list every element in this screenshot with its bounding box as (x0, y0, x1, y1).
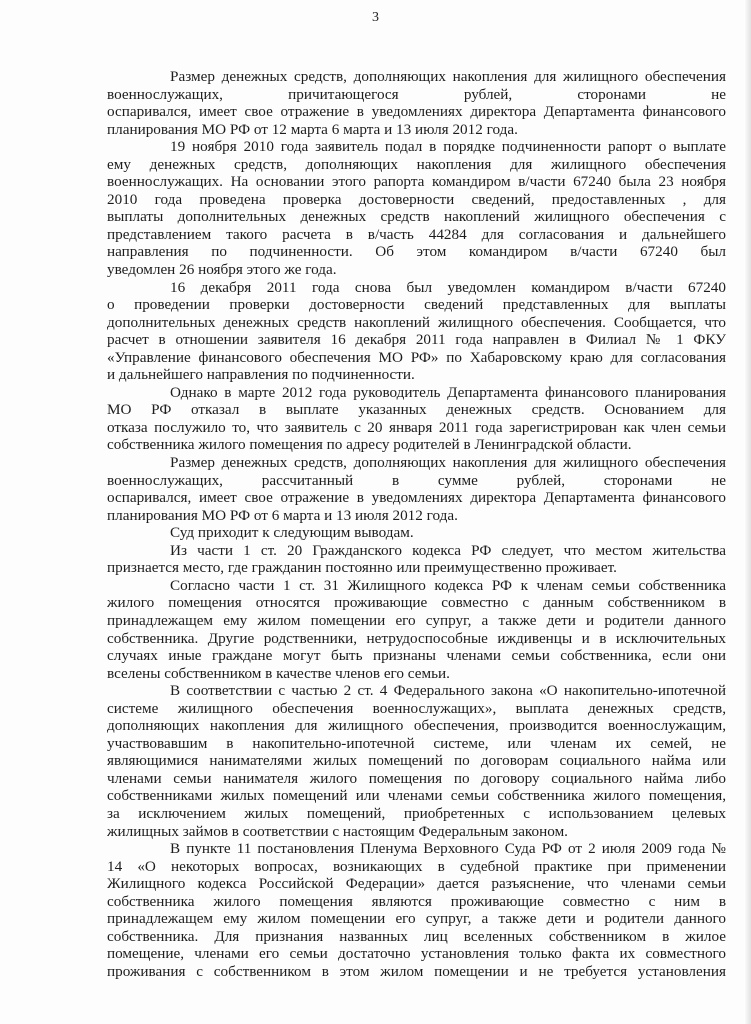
text-line: военнослужащих. На основании этого рапорта командиром в/части 67240 была 23 ноября (107, 173, 726, 191)
text-line: Жилищного кодекса Российской Федерации» дается разъяснение, что членами семьи (107, 875, 726, 893)
text-line: «Управление финансового обеспечения МО РФ» по Хабаровскому краю для согласования (107, 348, 726, 366)
text-line: собственника. Другие родственники, нетрудоспособные иждивенцы и в исключительных (107, 629, 726, 647)
paragraph (107, 68, 726, 138)
text-line: выплаты дополнительных денежных средств накоплений жилищного обеспечения с (107, 208, 726, 226)
text-line: собственника жилого помещения по адресу родителей в Ленинградской области. (107, 436, 632, 454)
paragraph (107, 577, 726, 682)
text-line: и дальнейшего направления по подчиненности. (107, 366, 415, 384)
text-line: МО РФ отказал в выплате указанных денежных средств. Основанием для (107, 401, 726, 419)
text-line: отказа послужило то, что заявитель с 20 января 2011 года зарегистрирован как член семьи (107, 418, 726, 436)
paragraph (107, 524, 726, 542)
text-line: членами семьи нанимателя жилого помещения по договору социального найма либо (107, 769, 726, 787)
text-line: вселены собственником в качестве членов его семьи. (107, 664, 450, 682)
text-line: направления по подчиненности. Об этом командиром в/части 67240 был (107, 243, 726, 261)
text-line: дополняющих накопления для жилищного обеспечения, производится военнослужащим, (107, 717, 726, 735)
text-line: В соответствии с частью 2 ст. 4 Федерального закона «О накопительно-ипотечной (170, 682, 726, 700)
text-line: собственника жилого помещения являются проживающие совместно с ним в (107, 892, 726, 910)
text-line: 16 декабря 2011 года снова был уведомлен командиром в/части 67240 (170, 278, 726, 296)
text-line: о проведении проверки достоверности сведений представленных для выплаты (107, 296, 726, 314)
paragraph (107, 542, 726, 577)
text-line: планирования МО РФ от 12 марта 6 марта и 13 июля 2012 года. (107, 120, 518, 138)
text-line: уведомлен 26 ноября этого же года. (107, 261, 337, 279)
text-line: планирования МО РФ от 6 марта и 13 июля 2012 года. (107, 506, 458, 524)
text-line: жилого помещения относятся проживающие совместно с данным собственником в (107, 594, 726, 612)
text-line: оспаривался, имеет свое отражение в уведомлениях директора Департамента финансового (107, 489, 726, 507)
text-line: случаях иные граждане могут быть признаны членами семьи собственника, если они (107, 647, 726, 665)
text-line: Размер денежных средств, дополняющих накопления для жилищного обеспечения (170, 68, 726, 85)
text-line: системе жилищного обеспечения военнослужащих», выплата денежных средств, (107, 699, 726, 717)
text-line: Однако в марте 2012 года руководитель Департамента финансового планирования (170, 383, 726, 401)
text-line: собственниками жилых помещений или членами семьи собственника жилого помещения, (107, 787, 726, 805)
text-line: расчет в отношении заявителя 16 декабря 2011 года направлен в Филиал № 1 ФКУ (107, 331, 726, 349)
document-body (107, 68, 726, 980)
text-line: Размер денежных средств, дополняющих накопления для жилищного обеспечения (170, 454, 726, 472)
text-line: В пункте 11 постановления Пленума Верховного Суда РФ от 2 июля 2009 года № (170, 840, 726, 858)
text-line: являющимися нанимателями жилых помещений по договорам социального найма или (107, 752, 726, 770)
paragraph (107, 840, 726, 980)
page-number: 3 (372, 10, 379, 25)
text-line: 2010 года проведена проверка достоверности сведений, предоставленных , для (107, 190, 726, 208)
text-line: помещение, членами его семьи достаточно установления только факта их совместного (107, 945, 726, 963)
paragraph (107, 454, 726, 524)
text-line: проживания с собственником в этом жилом помещении и не требуется установления (107, 962, 726, 980)
scan-edge-shadow (745, 0, 751, 1024)
paragraph (107, 384, 726, 454)
text-line: Суд приходит к следующим выводам. (170, 524, 414, 542)
paragraph (107, 279, 726, 384)
paragraph (107, 682, 726, 840)
text-line: за исключением жилых помещений, приобретенных с использованием целевых (107, 804, 726, 822)
text-line: военнослужащих, причитающегося рублей, сторонами не (107, 85, 726, 103)
text-line: 19 ноября 2010 года заявитель подал в порядке подчиненности рапорт о выплате (170, 138, 726, 156)
text-line: участвовавшим в накопительно-ипотечной системе, или членам их семей, не (107, 734, 726, 752)
text-line: Согласно части 1 ст. 31 Жилищного кодекса РФ к членам семьи собственника (170, 576, 726, 594)
text-line: признается место, где гражданин постоянно или преимущественно проживает. (107, 559, 617, 577)
text-line: ему денежных средств, дополняющих накопления для жилищного обеспечения (107, 155, 726, 173)
text-line: принадлежащем ему жилом помещении его супруг, а также дети и родители данного (107, 611, 726, 629)
text-line: принадлежащем ему жилом помещении его супруг, а также дети и родители данного (107, 910, 726, 928)
text-line: военнослужащих, рассчитанный в сумме рублей, сторонами не (107, 471, 726, 489)
text-line: Из части 1 ст. 20 Гражданского кодекса РФ следует, что местом жительства (170, 541, 726, 559)
text-line: собственника. Для признания названных лиц вселенных собственником в жилое (107, 927, 726, 945)
text-line: жилищных займов в соответствии с настоящим Федеральным законом. (107, 822, 568, 840)
paragraph (107, 138, 726, 278)
text-line: 14 «О некоторых вопросах, возникающих в судебной практике при применении (107, 857, 726, 875)
text-line: представлением такого расчета в в/часть 44284 для согласования и дальнейшего (107, 225, 726, 243)
text-line: оспаривался, имеет свое отражение в уведомлениях директора Департамента финансового (107, 103, 726, 121)
text-line: дополнительных денежных средств накоплений жилищного обеспечения. Сообщается, что (107, 313, 726, 331)
